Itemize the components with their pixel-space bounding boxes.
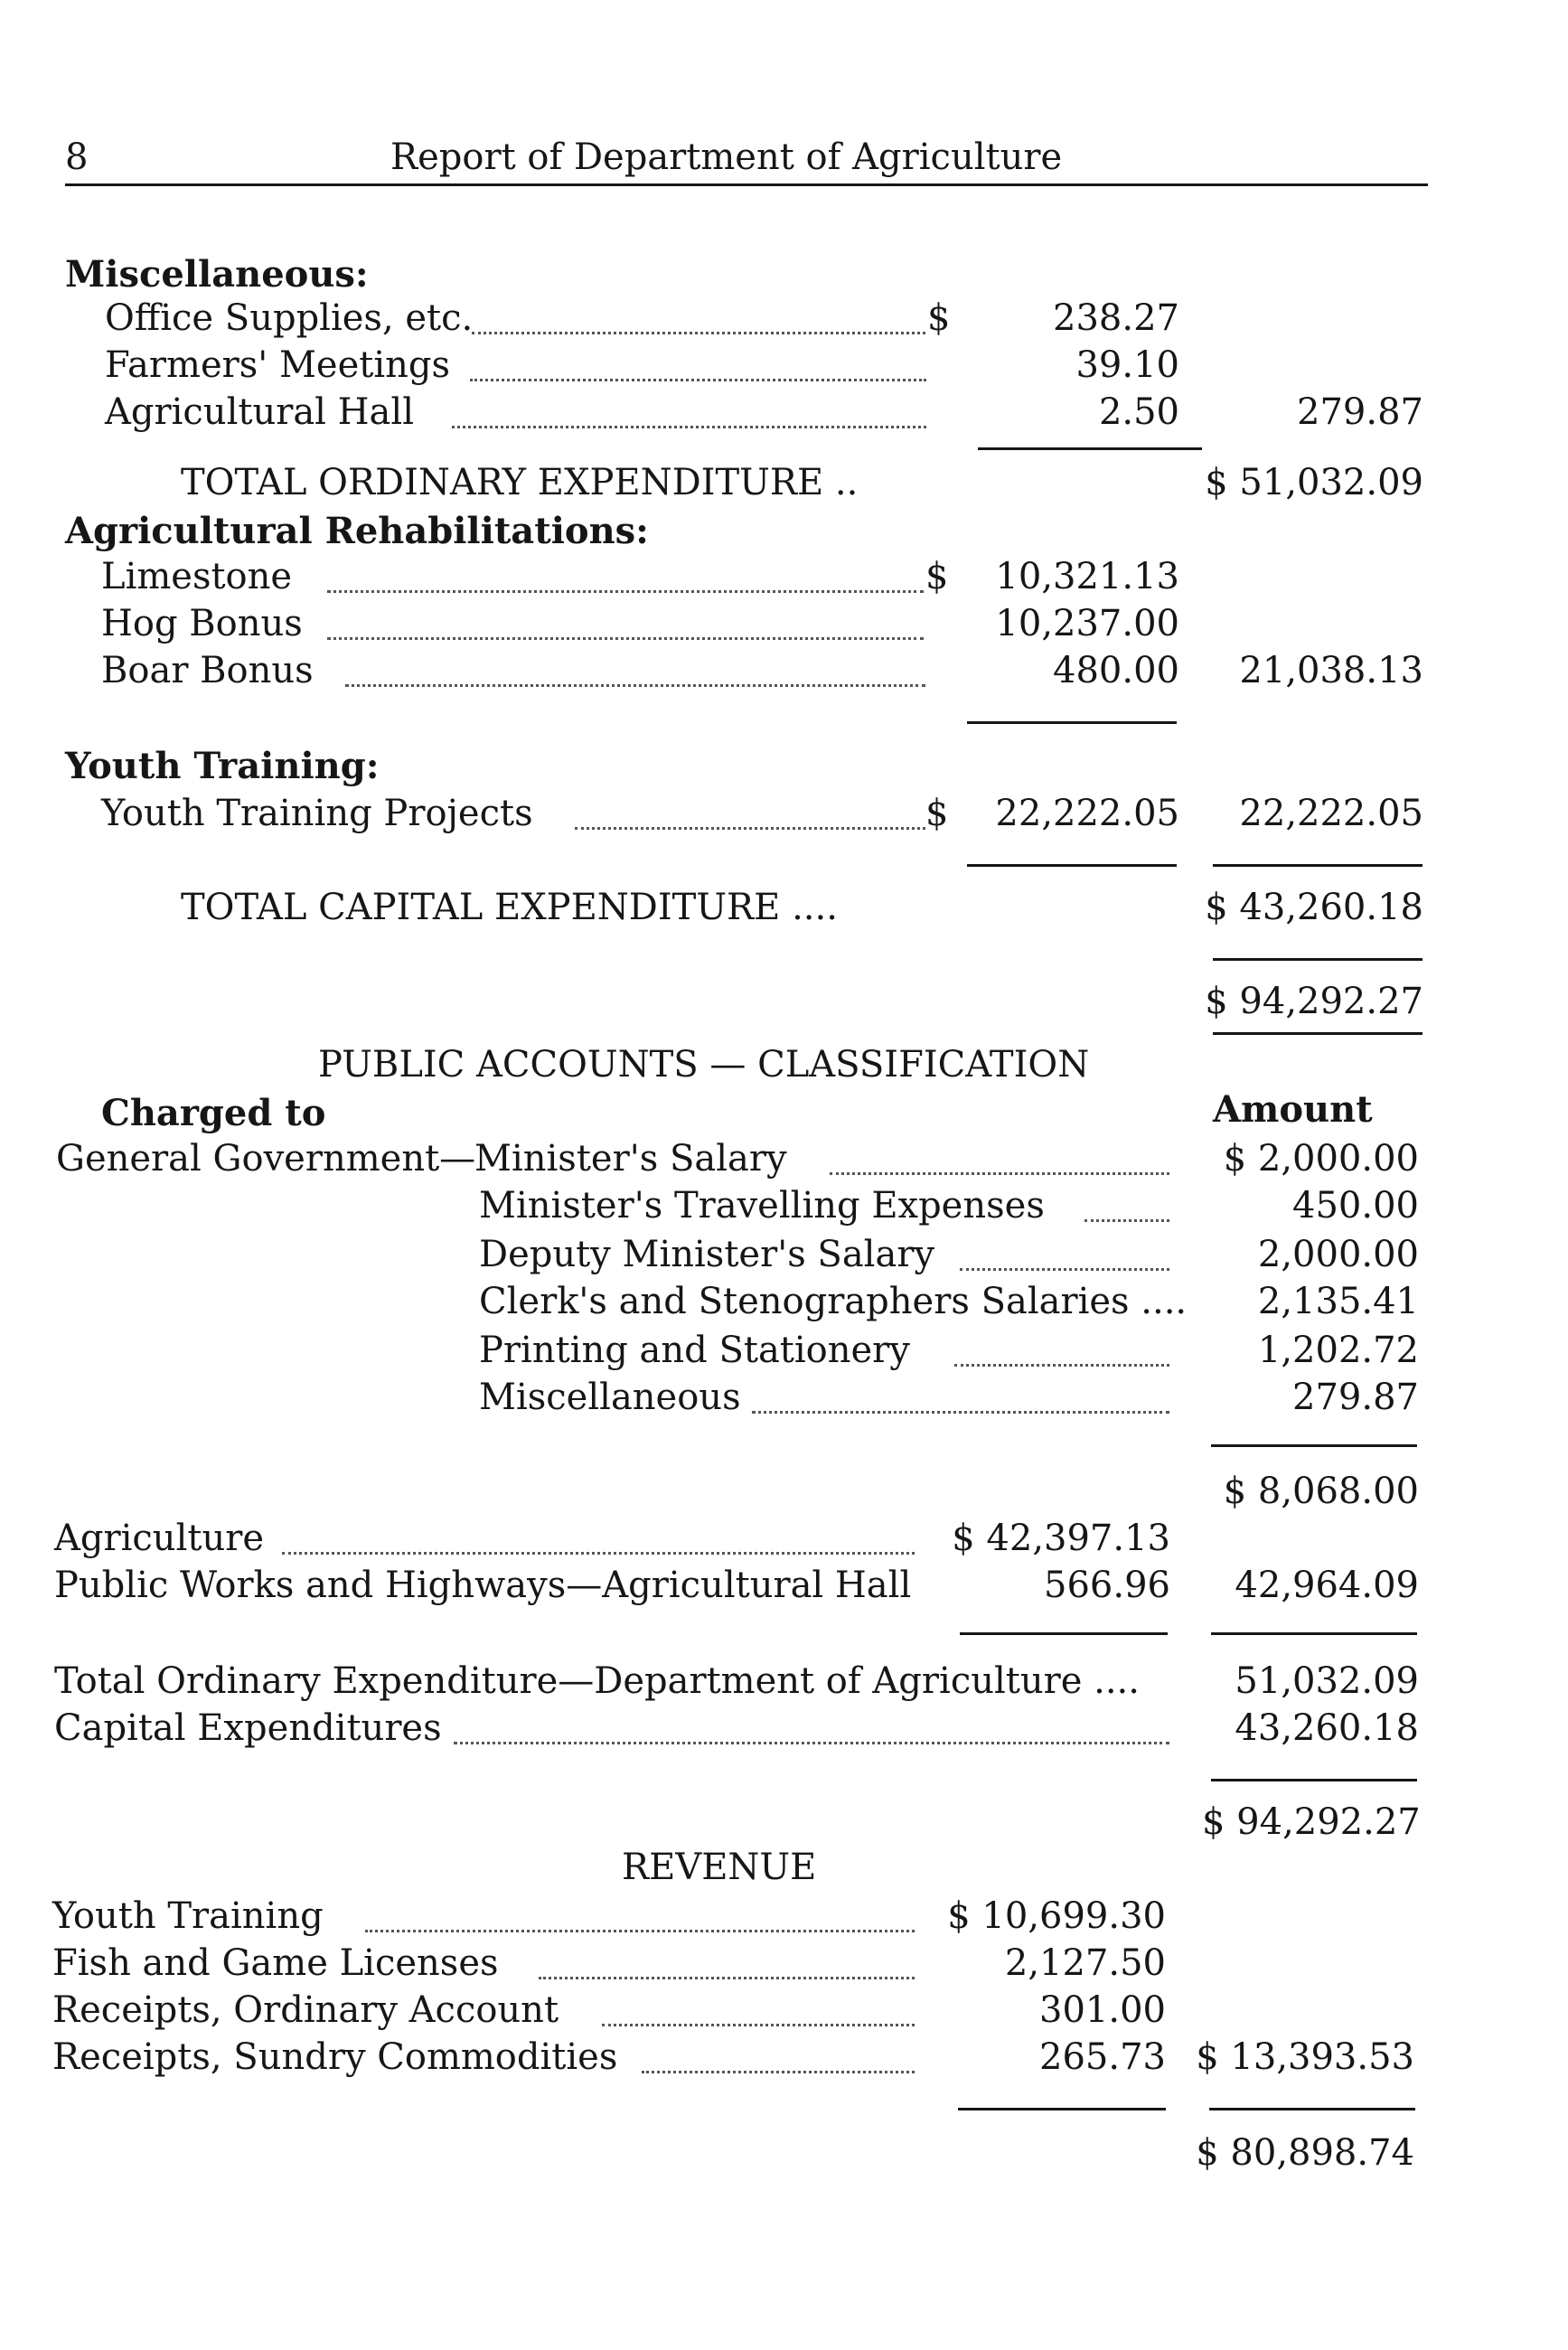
item-label: Farmers' Meetings (105, 344, 451, 386)
table-row (0, 1894, 1568, 1940)
item-amount: 22,222.05 (995, 793, 1179, 834)
total-ordinary-row (0, 461, 1568, 506)
leader-dots (1084, 1216, 1169, 1222)
table-row (0, 1280, 1568, 1325)
total-capital-row (0, 886, 1568, 931)
total-label: TOTAL ORDINARY EXPENDITURE .. (181, 462, 859, 503)
list-item (0, 792, 1568, 837)
list-item (0, 602, 1568, 647)
item-amount: 301.00 (1039, 1989, 1166, 2031)
list-item (0, 296, 1568, 342)
rehab-heading: Agricultural Rehabilitations: (65, 510, 649, 552)
table-row (0, 2035, 1568, 2081)
item-label: Total Ordinary Expenditure—Department of Agriculture .... (54, 1660, 1140, 1702)
item-label: Boar Bonus (101, 650, 314, 691)
general-government-label: General Government— (56, 1138, 476, 1180)
item-amount: $ 2,000.00 (1223, 1138, 1419, 1180)
section-title: REVENUE (622, 1847, 817, 1888)
general-total: $ 8,068.00 (1223, 1471, 1419, 1512)
list-item (0, 649, 1568, 694)
total-rule (1209, 2108, 1415, 2110)
list-item (0, 343, 1568, 389)
item-amount: $ 42,397.13 (952, 1518, 1170, 1559)
leader-dots (472, 328, 925, 334)
total-value: $ 51,032.09 (1205, 462, 1423, 503)
item-total: $ 13,393.53 (1196, 2036, 1414, 2078)
item-total: 42,964.09 (1235, 1565, 1419, 1606)
table-row (0, 1329, 1568, 1374)
item-label: Miscellaneous (479, 1377, 741, 1418)
subtotal-rule (960, 1632, 1168, 1635)
item-amount: 2,000.00 (1257, 1234, 1419, 1275)
item-label: Fish and Game Licenses (52, 1942, 499, 1984)
leader-dots (470, 375, 926, 381)
subtotal-rule (978, 447, 1202, 450)
item-total: 21,038.13 (1239, 650, 1423, 691)
item-label: Youth Training (52, 1895, 324, 1937)
leader-dots (575, 823, 925, 830)
item-amount: 1,202.72 (1257, 1330, 1419, 1371)
table-row (0, 1517, 1568, 1562)
item-amount: $ 10,699.30 (947, 1895, 1166, 1937)
subtotal-rule (967, 721, 1177, 724)
total-rule (1211, 1632, 1417, 1635)
leader-dots (452, 422, 926, 428)
page-header-title: Report of Department of Agriculture (390, 136, 1063, 178)
leader-dots (954, 1360, 1169, 1367)
item-label: Receipts, Sundry Commodities (52, 2036, 618, 2078)
total-value: $ 43,260.18 (1205, 887, 1423, 928)
subtotal-rule (967, 864, 1177, 867)
item-label: Capital Expenditures (54, 1707, 442, 1749)
item-total: 43,260.18 (1235, 1707, 1419, 1749)
leader-dots (960, 1264, 1169, 1271)
item-amount: 480.00 (1053, 650, 1179, 691)
item-amount: 279.87 (1292, 1377, 1419, 1418)
table-row (0, 1706, 1568, 1752)
item-amount: 2,135.41 (1257, 1281, 1419, 1322)
list-item (0, 390, 1568, 436)
item-amount: 39.10 (1075, 344, 1179, 386)
item-total: 279.87 (1297, 391, 1423, 433)
table-row (0, 1376, 1568, 1421)
table-row (0, 1988, 1568, 2034)
leader-dots (830, 1169, 1169, 1175)
section-title: PUBLIC ACCOUNTS — CLASSIFICATION (318, 1044, 1090, 1086)
total-label: TOTAL CAPITAL EXPENDITURE .... (181, 887, 838, 928)
leader-dots (365, 1926, 915, 1932)
leader-dots (282, 1548, 915, 1555)
item-label: Youth Training Projects (101, 793, 533, 834)
header-rule (65, 183, 1428, 186)
item-label: Minister's Salary (474, 1138, 787, 1180)
item-label: Office Supplies, etc. (105, 297, 474, 339)
item-label: Hog Bonus (101, 603, 303, 644)
total-rule (1213, 958, 1422, 961)
item-amount: 2,127.50 (1004, 1942, 1166, 1984)
page-number: 8 (65, 136, 89, 178)
leader-dots (602, 2020, 915, 2026)
item-label: Public Works and Highways—Agricultural Hall (54, 1565, 912, 1606)
item-label: Receipts, Ordinary Account (52, 1989, 559, 2031)
item-label: Deputy Minister's Salary (479, 1234, 935, 1275)
item-total: 51,032.09 (1235, 1660, 1419, 1702)
item-amount: 450.00 (1292, 1185, 1419, 1227)
total-rule (1211, 1779, 1417, 1781)
item-total: 22,222.05 (1239, 793, 1423, 834)
table-row (0, 1233, 1568, 1278)
subtotal-rule (958, 2108, 1166, 2110)
item-amount: 566.96 (1044, 1565, 1170, 1606)
leader-dots (345, 681, 925, 687)
item-label: Agricultural Hall (105, 391, 414, 433)
leader-dots (454, 1738, 1169, 1744)
list-item (0, 555, 1568, 600)
table-row (0, 1659, 1568, 1705)
item-label: Limestone (101, 556, 293, 597)
item-label: Clerk's and Stenographers Salaries .... (479, 1281, 1188, 1322)
youth-heading: Youth Training: (65, 745, 380, 787)
misc-heading: Miscellaneous: (65, 253, 369, 296)
total-rule (1213, 1032, 1422, 1035)
grand-total: $ 94,292.27 (1205, 981, 1423, 1022)
dollar-sign: $ (927, 297, 951, 339)
item-amount: 265.73 (1039, 2036, 1166, 2078)
leader-dots (327, 587, 924, 593)
grand-total: $ 94,292.27 (1202, 1801, 1421, 1843)
item-amount: 238.27 (1053, 297, 1179, 339)
leader-dots (642, 2067, 915, 2073)
item-label: Agriculture (54, 1518, 264, 1559)
dollar-sign: $ (925, 793, 949, 834)
item-amount: 10,321.13 (995, 556, 1179, 597)
item-label: Printing and Stationery (479, 1330, 910, 1371)
item-amount: 10,237.00 (995, 603, 1179, 644)
item-label: Minister's Travelling Expenses (479, 1185, 1045, 1227)
net-total: $ 80,898.74 (1196, 2132, 1414, 2174)
table-row (0, 1184, 1568, 1229)
total-rule (1213, 864, 1422, 867)
leader-dots (752, 1407, 1169, 1414)
leader-dots (539, 1973, 915, 1979)
item-amount: 2.50 (1098, 391, 1179, 433)
table-row (0, 1941, 1568, 1987)
leader-dots (327, 634, 924, 640)
table-row (0, 1564, 1568, 1609)
table-row (0, 1137, 1568, 1182)
column-header-amount: Amount (1213, 1088, 1373, 1131)
dollar-sign: $ (925, 556, 949, 597)
column-header-charged: Charged to (101, 1092, 326, 1134)
subtotal-rule (1211, 1444, 1417, 1447)
